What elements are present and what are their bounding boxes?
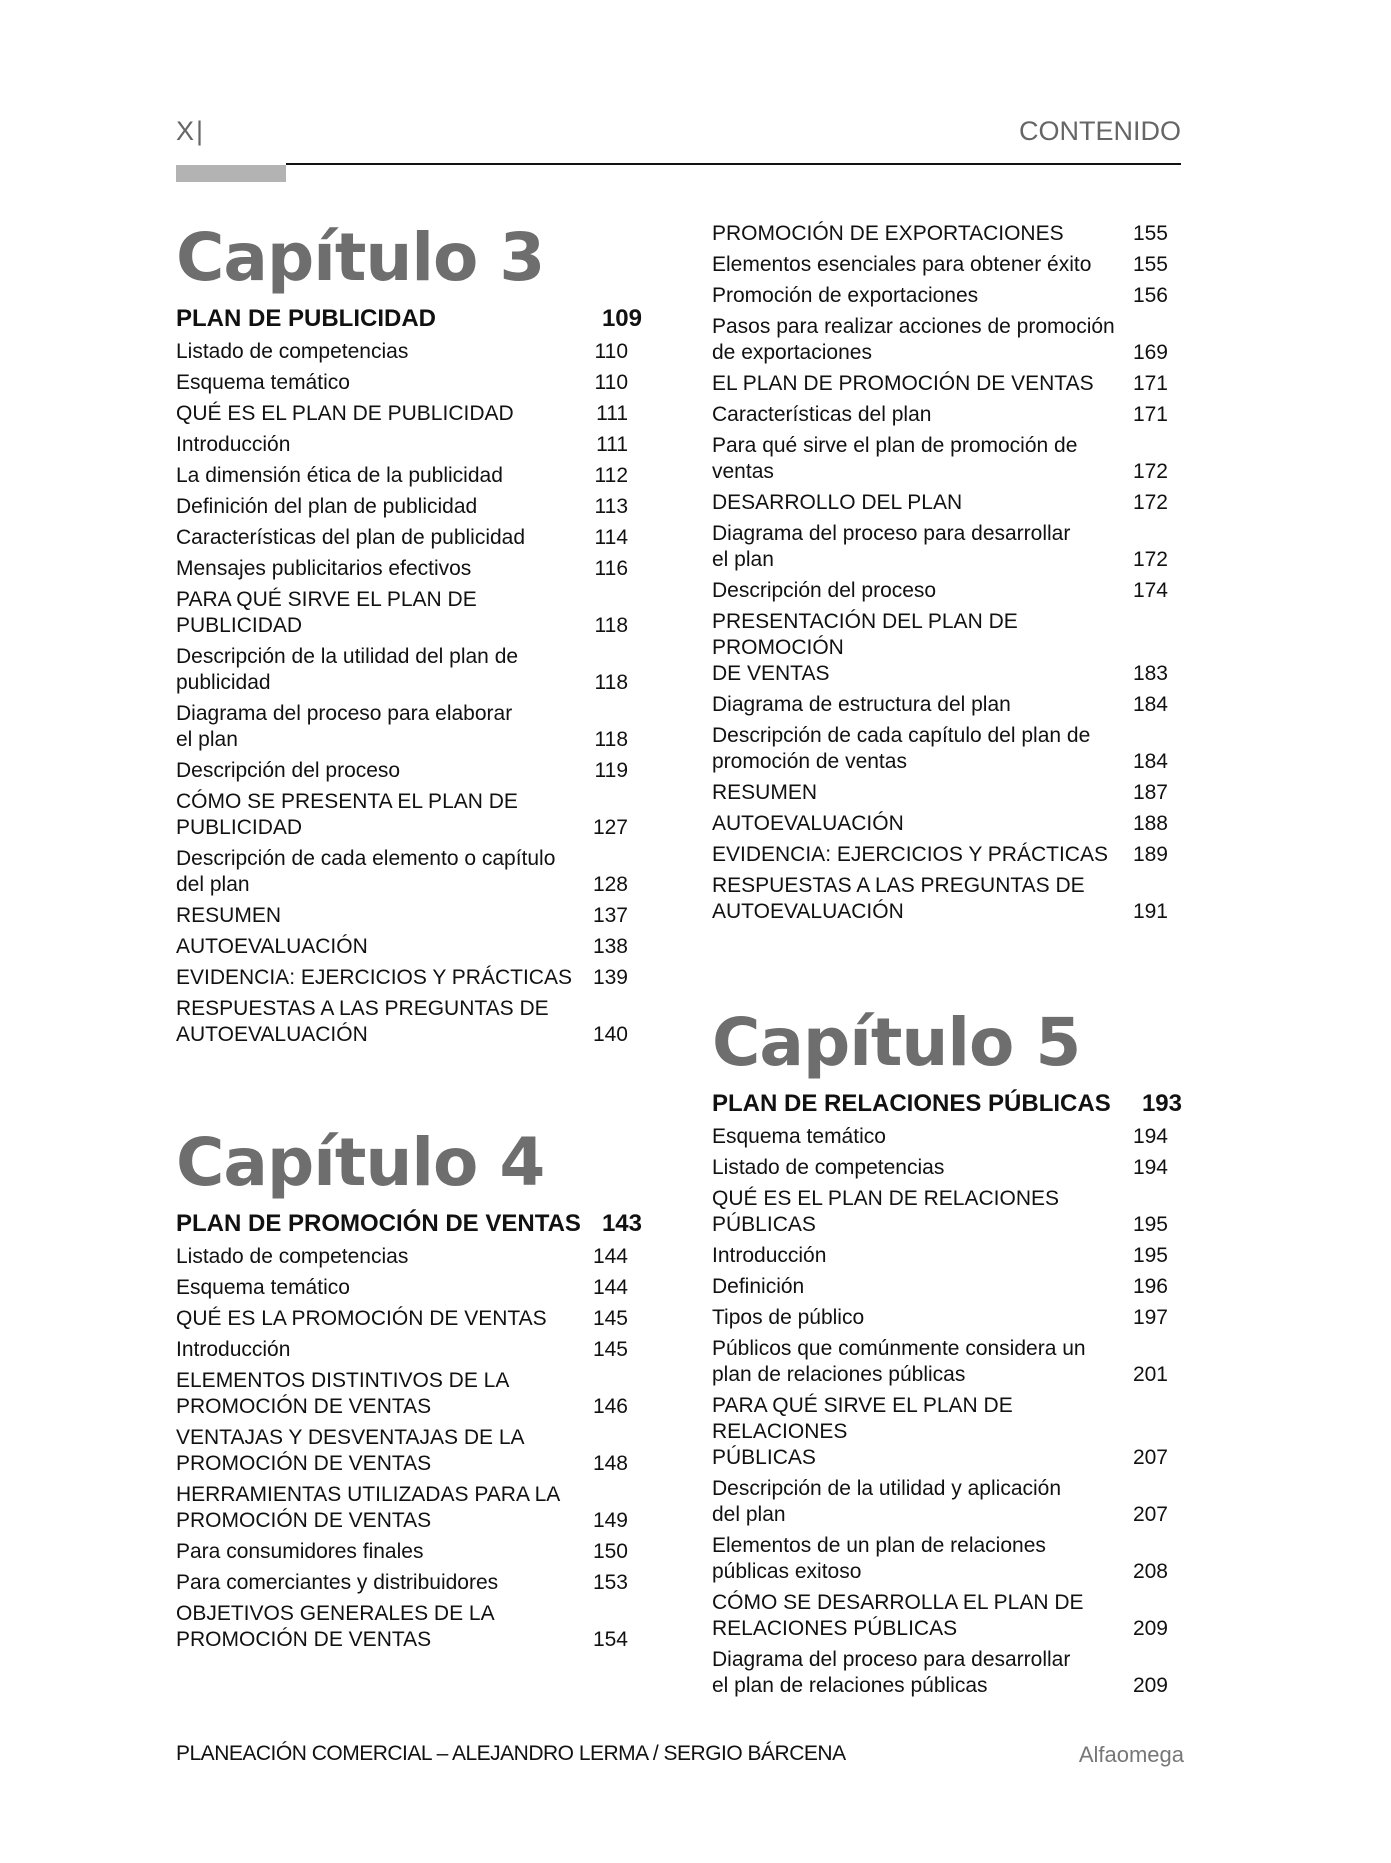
toc-entry-page: 139	[592, 966, 628, 989]
toc-entry	[712, 692, 1168, 718]
toc-entry	[712, 1590, 1168, 1642]
toc-entry-title: CÓMO SE DESARROLLA EL PLAN DE RELACIONES PÚBLICAS	[712, 1591, 1084, 1640]
toc-entry-page: 187	[1132, 781, 1168, 804]
toc-entry	[712, 780, 1168, 806]
toc-entry	[176, 401, 628, 427]
toc-entry	[712, 490, 1168, 516]
toc-entry	[712, 1476, 1168, 1528]
toc-entry	[712, 811, 1168, 837]
toc-entry-title: Definición	[712, 1275, 805, 1298]
toc-entry-page: 184	[1132, 750, 1168, 773]
toc-entry-page: 184	[1132, 693, 1168, 716]
toc-entry-page: 155	[1132, 222, 1168, 245]
toc-entry-page: 138	[592, 935, 628, 958]
toc-entry-title: DESARROLLO DEL PLAN	[712, 491, 963, 514]
toc-entry	[176, 525, 628, 551]
toc-entry	[712, 314, 1168, 366]
toc-entry-title: La dimensión ética de la publicidad	[176, 464, 503, 487]
chapter-title: Capítulo 4	[176, 1124, 545, 1201]
toc-entry-title: Esquema temático	[176, 1276, 350, 1299]
toc-entry-title: Diagrama de estructura del plan	[712, 693, 1011, 716]
toc-entry-page: 156	[1132, 284, 1168, 307]
toc-entry-title: HERRAMIENTAS UTILIZADAS PARA LA PROMOCIÓN DE VENTAS	[176, 1483, 561, 1532]
toc-entry-page: 172	[1132, 548, 1168, 571]
toc-entry-page: 111	[596, 402, 628, 425]
toc-entry-title: Para qué sirve el plan de promoción de ventas	[712, 434, 1078, 483]
toc-entry-page: 201	[1132, 1363, 1168, 1386]
plan-page: 109	[601, 305, 642, 332]
toc-entry	[176, 1601, 628, 1653]
toc-entry-title: ELEMENTOS DISTINTIVOS DE LA PROMOCIÓN DE VENTAS	[176, 1369, 510, 1418]
toc-entry-page: 195	[1132, 1213, 1168, 1236]
toc-entry	[712, 252, 1168, 278]
toc-entry	[712, 873, 1168, 925]
toc-entry	[176, 1337, 628, 1363]
toc-entry-page: 208	[1132, 1560, 1168, 1583]
toc-entry-title: Para consumidores finales	[176, 1540, 424, 1563]
toc-entry	[712, 1305, 1168, 1331]
toc-entry-title: Listado de competencias	[176, 340, 409, 363]
toc-entry	[176, 934, 628, 960]
toc-entry	[712, 609, 1168, 687]
toc-entry-page: 144	[592, 1245, 628, 1268]
toc-entry-page: 188	[1132, 812, 1168, 835]
toc-entry-page: 153	[592, 1571, 628, 1594]
toc-entry	[712, 1274, 1168, 1300]
toc-entry	[176, 370, 628, 396]
toc-entry-title: Mensajes publicitarios efectivos	[176, 557, 472, 580]
toc-entry-title: EVIDENCIA: EJERCICIOS Y PRÁCTICAS	[712, 843, 1108, 866]
toc-entry-page: 174	[1132, 579, 1168, 602]
toc-entry-page: 150	[592, 1540, 628, 1563]
toc-entry-title: RESUMEN	[712, 781, 818, 804]
toc-entry-title: Definición del plan de publicidad	[176, 495, 478, 518]
toc-entry-page: 119	[594, 759, 628, 782]
toc-entry	[176, 996, 628, 1048]
toc-entry-title: PARA QUÉ SIRVE EL PLAN DE RELACIONES PÚBLICAS	[712, 1394, 1013, 1469]
toc-entry	[176, 644, 628, 696]
toc-entry	[176, 758, 628, 784]
toc-entry	[176, 789, 628, 841]
toc-entry-title: Descripción del proceso	[176, 759, 401, 782]
toc-entry-page: 145	[592, 1338, 628, 1361]
toc-entry-title: Esquema temático	[712, 1125, 886, 1148]
toc-entry-page: 146	[592, 1395, 628, 1418]
toc-entry	[176, 432, 628, 458]
toc-entry-page: 148	[592, 1452, 628, 1475]
toc-entry-title: Descripción del proceso	[712, 579, 937, 602]
chapter-title: Capítulo 3	[176, 219, 545, 296]
plan-title: PLAN DE PUBLICIDAD	[176, 305, 437, 332]
page-number: X|	[176, 116, 206, 146]
toc-entry-page: 127	[592, 816, 628, 839]
toc-entry	[712, 1647, 1168, 1699]
chapter-4-continued-block	[712, 221, 1168, 930]
toc-entry-title: Diagrama del proceso para desarrollar el plan de relaciones públicas	[712, 1648, 1071, 1697]
toc-entry-title: EL PLAN DE PROMOCIÓN DE VENTAS	[712, 372, 1094, 395]
toc-entry-title: AUTOEVALUACIÓN	[712, 812, 904, 835]
toc-entry	[712, 1155, 1168, 1181]
toc-entry-title: Introducción	[712, 1244, 827, 1267]
section-title: CONTENIDO	[1019, 116, 1181, 146]
toc-entry-page: 118	[594, 728, 628, 751]
toc-entry-page: 207	[1132, 1503, 1168, 1526]
toc-entry	[176, 494, 628, 520]
toc-entry	[712, 1533, 1168, 1585]
toc-entry-page: 172	[1132, 491, 1168, 514]
toc-entry-title: QUÉ ES LA PROMOCIÓN DE VENTAS	[176, 1307, 547, 1330]
toc-entry	[176, 965, 628, 991]
toc-entry-page: 194	[1132, 1156, 1168, 1179]
toc-entry-page: 111	[596, 433, 628, 456]
toc-entry-title: Promoción de exportaciones	[712, 284, 979, 307]
toc-entry-title: OBJETIVOS GENERALES DE LA PROMOCIÓN DE VENTAS	[176, 1602, 495, 1651]
toc-entry	[712, 1186, 1168, 1238]
plan-title: PLAN DE PROMOCIÓN DE VENTAS	[176, 1210, 581, 1237]
toc-entry-page: 155	[1132, 253, 1168, 276]
toc-entry-page: 209	[1132, 1617, 1168, 1640]
toc-entry	[176, 903, 628, 929]
toc-entry	[712, 283, 1168, 309]
toc-list	[712, 1124, 1168, 1699]
toc-entry-page: 191	[1132, 900, 1168, 923]
plan-page: 193	[1141, 1090, 1182, 1117]
toc-entry-page: 110	[594, 371, 628, 394]
toc-entry-page: 128	[592, 873, 628, 896]
toc-entry	[712, 521, 1168, 573]
toc-list	[176, 1244, 628, 1653]
toc-entry-page: 118	[594, 614, 628, 637]
toc-entry-title: Tipos de público	[712, 1306, 865, 1329]
toc-entry	[176, 1368, 628, 1420]
toc-entry	[176, 1425, 628, 1477]
chapter-plan-heading	[712, 1090, 1182, 1118]
toc-entry-page: 169	[1132, 341, 1168, 364]
toc-entry	[712, 433, 1168, 485]
toc-entry	[712, 221, 1168, 247]
toc-entry	[176, 1244, 628, 1270]
toc-entry-title: Listado de competencias	[712, 1156, 945, 1179]
toc-entry	[176, 1482, 628, 1534]
toc-entry-title: Descripción de cada elemento o capítulo del plan	[176, 847, 556, 896]
toc-entry	[712, 402, 1168, 428]
toc-entry-page: 171	[1132, 372, 1168, 395]
toc-entry-title: Descripción de la utilidad y aplicación del plan	[712, 1477, 1062, 1526]
toc-entry	[176, 1570, 628, 1596]
toc-entry	[176, 556, 628, 582]
toc-entry-page: 149	[592, 1509, 628, 1532]
toc-entry-title: EVIDENCIA: EJERCICIOS Y PRÁCTICAS	[176, 966, 572, 989]
toc-entry-page: 172	[1132, 460, 1168, 483]
toc-entry-page: 196	[1132, 1275, 1168, 1298]
toc-list	[176, 339, 628, 1048]
toc-entry	[712, 371, 1168, 397]
toc-entry-title: Listado de competencias	[176, 1245, 409, 1268]
toc-entry-title: PARA QUÉ SIRVE EL PLAN DE PUBLICIDAD	[176, 588, 477, 637]
toc-entry-title: RESUMEN	[176, 904, 282, 927]
toc-entry-page: 137	[592, 904, 628, 927]
toc-entry-title: Diagrama del proceso para desarrollar el plan	[712, 522, 1071, 571]
toc-entry-title: Introducción	[176, 433, 291, 456]
chapter-5-block	[712, 1004, 1182, 1704]
toc-entry-title: QUÉ ES EL PLAN DE RELACIONES PÚBLICAS	[712, 1187, 1060, 1236]
toc-entry-page: 154	[592, 1628, 628, 1651]
header-rule	[286, 163, 1181, 165]
toc-entry	[176, 1539, 628, 1565]
toc-entry-title: Descripción de cada capítulo del plan de promoción de ventas	[712, 724, 1091, 773]
toc-entry	[176, 339, 628, 365]
chapter-title: Capítulo 5	[712, 1004, 1081, 1081]
plan-page: 143	[601, 1210, 642, 1237]
toc-entry-page: 114	[594, 526, 628, 549]
toc-entry-title: RESPUESTAS A LAS PREGUNTAS DE AUTOEVALUACIÓN	[176, 997, 549, 1046]
toc-entry	[176, 463, 628, 489]
toc-entry-page: 113	[594, 495, 628, 518]
toc-entry-title: Descripción de la utilidad del plan de publicidad	[176, 645, 519, 694]
toc-entry-title: Para comerciantes y distribuidores	[176, 1571, 499, 1594]
toc-entry-title: PRESENTACIÓN DEL PLAN DE PROMOCIÓN DE VENTAS	[712, 610, 1018, 685]
toc-entry-page: 207	[1132, 1446, 1168, 1469]
footer-book-info: PLANEACIÓN COMERCIAL – ALEJANDRO LERMA / SERGIO BÁRCENA	[176, 1742, 846, 1765]
toc-entry-page: 145	[592, 1307, 628, 1330]
toc-entry-page: 140	[592, 1023, 628, 1046]
toc-entry-title: Pasos para realizar acciones de promoción de exportaciones	[712, 315, 1115, 364]
toc-entry	[176, 846, 628, 898]
toc-entry-title: CÓMO SE PRESENTA EL PLAN DE PUBLICIDAD	[176, 790, 518, 839]
chapter-plan-heading	[176, 305, 642, 333]
chapter-4-block	[176, 1124, 642, 1658]
plan-title: PLAN DE RELACIONES PÚBLICAS	[712, 1090, 1111, 1117]
toc-entry-title: Esquema temático	[176, 371, 350, 394]
toc-entry	[712, 578, 1168, 604]
toc-entry	[176, 701, 628, 753]
toc-entry-title: QUÉ ES EL PLAN DE PUBLICIDAD	[176, 402, 514, 425]
toc-entry-title: Características del plan de publicidad	[176, 526, 526, 549]
toc-entry	[712, 1243, 1168, 1269]
toc-entry-page: 183	[1132, 662, 1168, 685]
toc-entry	[712, 1393, 1168, 1471]
toc-entry	[176, 587, 628, 639]
toc-entry-page: 197	[1132, 1306, 1168, 1329]
toc-entry-page: 110	[594, 340, 628, 363]
toc-entry-page: 195	[1132, 1244, 1168, 1267]
chapter-3-block	[176, 219, 642, 1053]
toc-entry-title: AUTOEVALUACIÓN	[176, 935, 368, 958]
chapter-plan-heading	[176, 1210, 642, 1238]
toc-entry-title: VENTAJAS Y DESVENTAJAS DE LA PROMOCIÓN DE VENTAS	[176, 1426, 525, 1475]
toc-entry-title: Diagrama del proceso para elaborar el plan	[176, 702, 513, 751]
toc-entry-page: 209	[1132, 1674, 1168, 1697]
toc-entry-title: Elementos de un plan de relaciones públicas exitoso	[712, 1534, 1046, 1583]
toc-entry	[712, 842, 1168, 868]
toc-entry-page: 116	[594, 557, 628, 580]
toc-entry-title: RESPUESTAS A LAS PREGUNTAS DE AUTOEVALUACIÓN	[712, 874, 1085, 923]
toc-entry-title: Introducción	[176, 1338, 291, 1361]
toc-entry-page: 118	[594, 671, 628, 694]
toc-entry	[176, 1306, 628, 1332]
toc-entry	[712, 1336, 1168, 1388]
toc-entry-title: PROMOCIÓN DE EXPORTACIONES	[712, 222, 1064, 245]
toc-entry-page: 189	[1132, 843, 1168, 866]
toc-list	[712, 221, 1168, 925]
toc-entry-page: 194	[1132, 1125, 1168, 1148]
toc-entry	[712, 723, 1168, 775]
toc-entry-page: 144	[592, 1276, 628, 1299]
toc-entry-title: Elementos esenciales para obtener éxito	[712, 253, 1092, 276]
toc-entry-title: Públicos que comúnmente considera un plan de relaciones públicas	[712, 1337, 1086, 1386]
footer-publisher: Alfaomega	[1078, 1742, 1184, 1767]
toc-entry	[712, 1124, 1168, 1150]
toc-entry-page: 171	[1132, 403, 1168, 426]
toc-entry-page: 112	[594, 464, 628, 487]
toc-entry	[176, 1275, 628, 1301]
header-grey-tab	[176, 165, 286, 182]
toc-entry-title: Características del plan	[712, 403, 932, 426]
